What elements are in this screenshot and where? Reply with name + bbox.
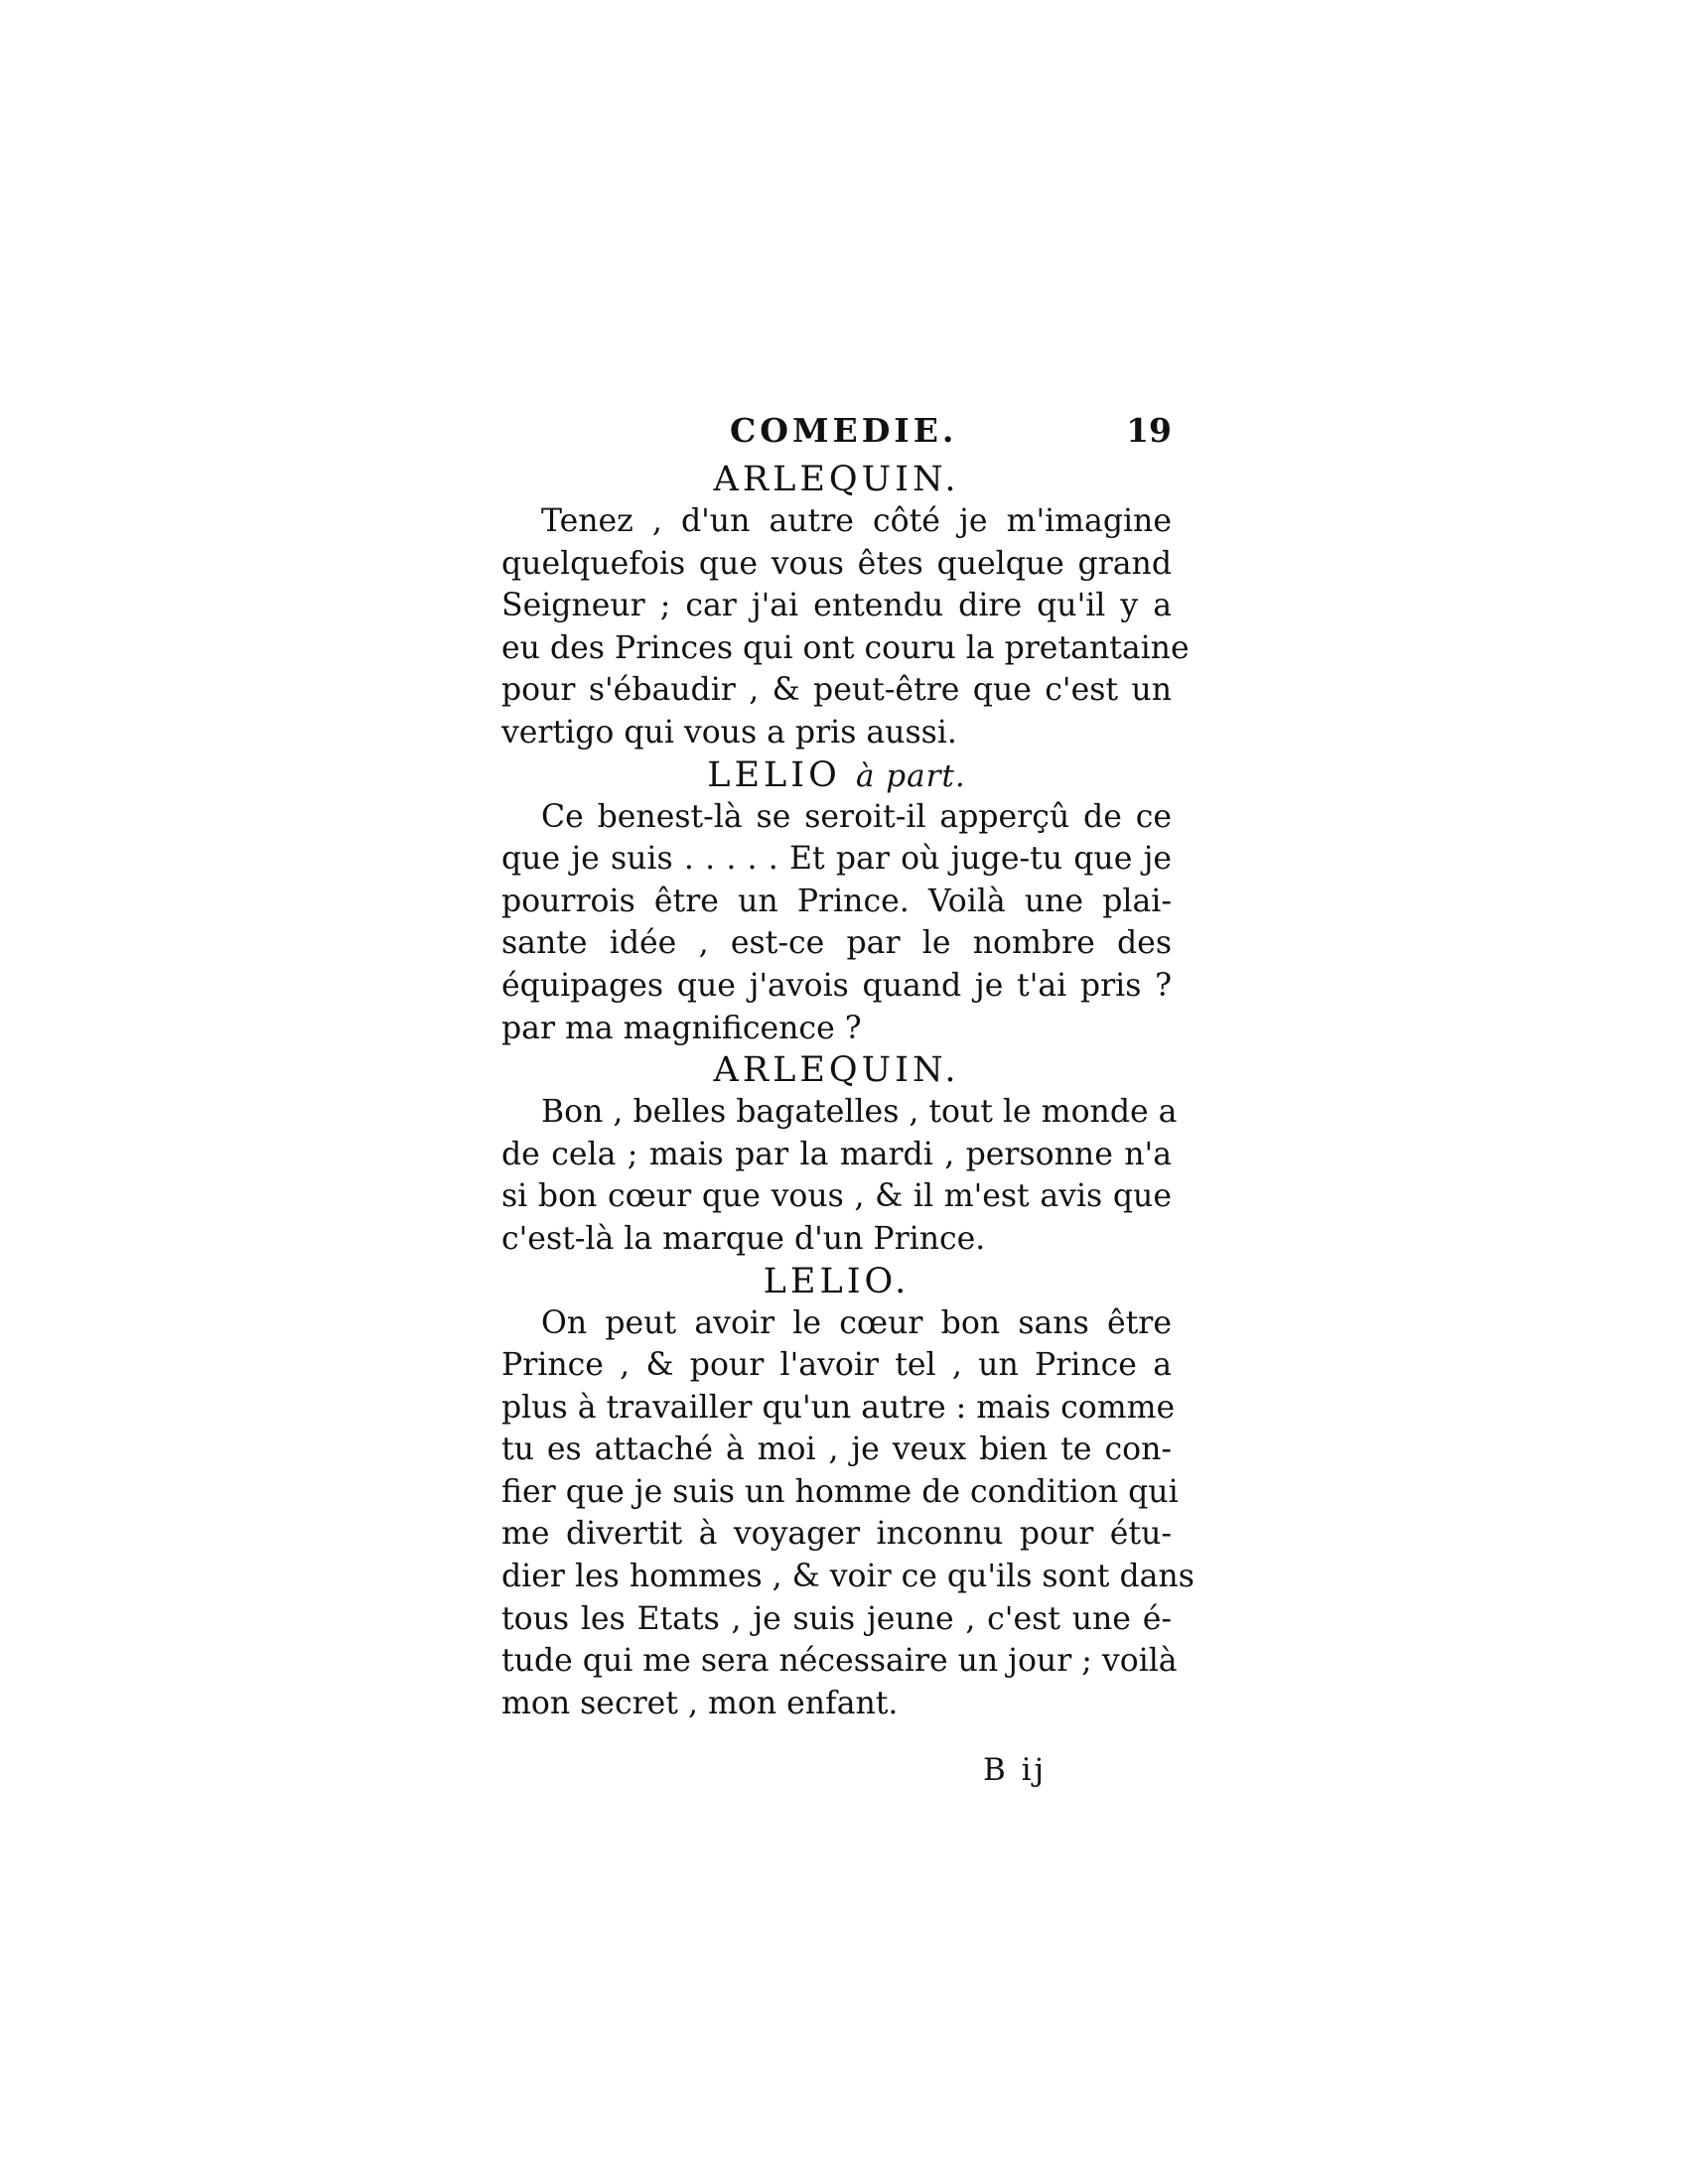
running-title: COMEDIE. bbox=[730, 411, 958, 450]
text-line: plus à travailler qu'un autre : mais comme bbox=[501, 1389, 1176, 1426]
text-line: tous les Etats , je suis jeune , c'est une é- bbox=[501, 1600, 1172, 1637]
speaker-label: ARLEQUIN. bbox=[713, 460, 960, 499]
text-line: tude qui me sera nécessaire un jour ; voilà bbox=[501, 1643, 1178, 1680]
text-line: On peut avoir le cœur bon sans être bbox=[541, 1304, 1172, 1341]
text-line: Seigneur ; car j'ai entendu dire qu'il y a bbox=[501, 588, 1172, 624]
text-line: Ce benest-là se seroit-il apperçû de ce bbox=[541, 798, 1172, 835]
text-line: Prince , & pour l'avoir tel , un Prince a bbox=[501, 1347, 1172, 1384]
speech bbox=[501, 459, 1190, 754]
text-line: de cela ; mais par la mardi , personne n'a bbox=[501, 1136, 1172, 1172]
speaker-label: LELIO bbox=[707, 754, 841, 795]
signature-mark: B ij bbox=[983, 1752, 1048, 1788]
text-line: pour s'ébaudir , & peut-être que c'est un bbox=[501, 672, 1172, 709]
text-line: vertigo qui vous a pris aussi. bbox=[501, 714, 957, 751]
speaker-name bbox=[501, 1261, 1172, 1302]
text-line: quelquefois que vous êtes quelque grand bbox=[501, 545, 1172, 582]
stage-direction: à part. bbox=[855, 757, 966, 794]
dialogue-text bbox=[501, 459, 1195, 1724]
page-number: 19 bbox=[1126, 411, 1172, 450]
text-line: que je suis . . . . . Et par où juge-tu que je bbox=[501, 841, 1172, 878]
text-line: c'est-là la marque d'un Prince. bbox=[501, 1220, 986, 1257]
text-line: sante idée , est-ce par le nombre des bbox=[501, 925, 1172, 962]
text-line: Tenez , d'un autre côté je m'imagine bbox=[541, 503, 1172, 539]
speaker-name bbox=[501, 754, 1172, 796]
text-line: me divertit à voyager inconnu pour étu- bbox=[501, 1516, 1172, 1553]
text-line: Bon , belles bagatelles , tout le monde a bbox=[541, 1094, 1178, 1131]
text-line: par ma magnificence ? bbox=[501, 1010, 862, 1046]
text-line: mon secret , mon enfant. bbox=[501, 1685, 899, 1721]
speech bbox=[501, 1261, 1195, 1725]
text-line: dier les hommes , & voir ce qu'ils sont dans bbox=[501, 1559, 1195, 1595]
text-line: fier que je suis un homme de condition qui bbox=[501, 1473, 1179, 1510]
speaker-label: ARLEQUIN. bbox=[713, 1050, 960, 1091]
text-line: si bon cœur que vous , & il m'est avis que bbox=[501, 1178, 1172, 1215]
speaker-label: LELIO. bbox=[763, 1261, 911, 1301]
text-line: pourrois être un Prince. Voilà une plai- bbox=[501, 883, 1172, 919]
speech bbox=[501, 754, 1172, 1050]
speaker-name bbox=[501, 459, 1172, 500]
speech bbox=[501, 1049, 1178, 1260]
speaker-name bbox=[501, 1049, 1172, 1091]
text-line: équipages que j'avois quand je t'ai pris ? bbox=[501, 967, 1172, 1004]
text-line: tu es attaché à moi , je veux bien te con- bbox=[501, 1432, 1172, 1468]
text-line: eu des Princes qui ont couru la pretantaine bbox=[501, 629, 1190, 666]
